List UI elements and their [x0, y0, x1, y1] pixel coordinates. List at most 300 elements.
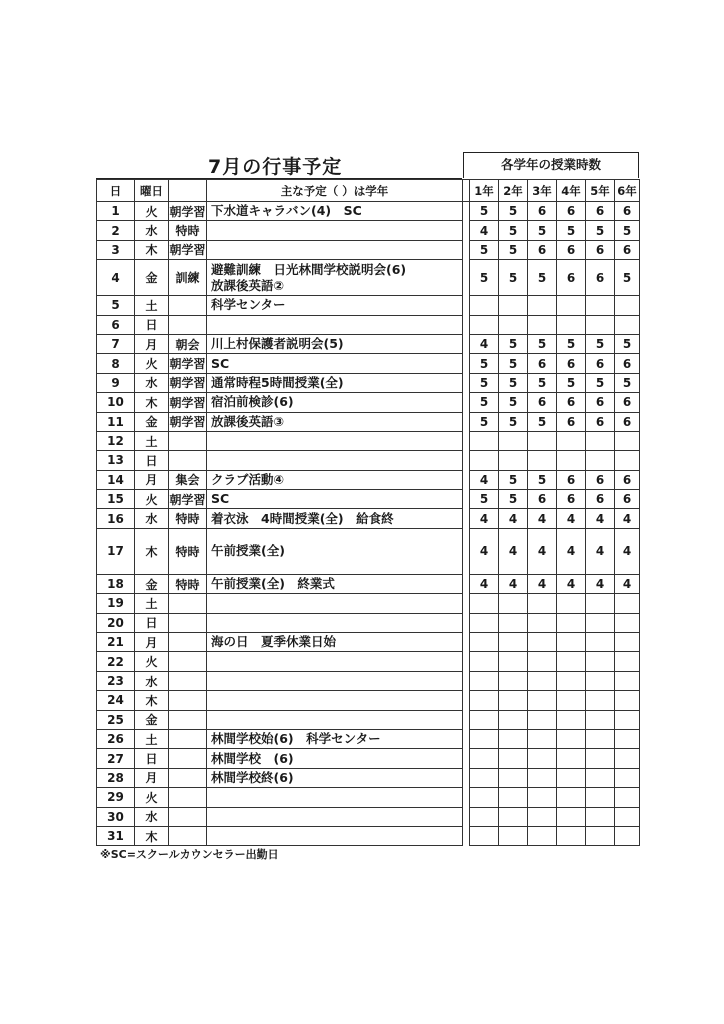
hours-grade-4: 6 [557, 354, 586, 373]
day-cell: 22 [97, 652, 135, 671]
hours-grade-5: 5 [586, 221, 615, 240]
event-text: 避難訓練 日光林間学校説明会(6) [211, 261, 407, 277]
event-text: 林間学校 (6) [211, 750, 294, 766]
hours-grade-5 [586, 671, 615, 690]
day-cell: 11 [97, 412, 135, 431]
table-row [97, 749, 640, 768]
hours-grade-6 [615, 788, 640, 807]
col-grade-3: 3年 [528, 180, 557, 202]
weekday-cell: 土 [135, 296, 169, 315]
hours-grade-2: 5 [499, 470, 528, 489]
weekday-cell: 月 [135, 633, 169, 652]
hours-grade-3 [528, 652, 557, 671]
hours-grade-1: 4 [470, 334, 499, 353]
hours-grade-5: 5 [586, 334, 615, 353]
hours-grade-1 [470, 431, 499, 450]
table-row [97, 788, 640, 807]
gap-cell [463, 202, 470, 221]
gap-cell [463, 393, 470, 412]
hours-grade-3: 5 [528, 221, 557, 240]
hours-grade-2: 5 [499, 240, 528, 259]
hours-grade-1: 4 [470, 221, 499, 240]
kind-cell: 集会 [169, 470, 207, 489]
day-cell: 28 [97, 768, 135, 787]
hours-grade-2 [499, 671, 528, 690]
hours-grade-3: 5 [528, 470, 557, 489]
hours-grade-6 [615, 594, 640, 613]
table-row [97, 490, 640, 509]
col-day: 日 [97, 180, 135, 202]
hours-grade-2: 5 [499, 490, 528, 509]
weekday-cell: 火 [135, 652, 169, 671]
gap-cell [463, 490, 470, 509]
day-cell: 25 [97, 710, 135, 729]
hours-grade-3 [528, 633, 557, 652]
event-text: 宿泊前検診(6) [211, 394, 294, 410]
weekday-cell: 日 [135, 451, 169, 470]
hours-grade-5: 4 [586, 528, 615, 574]
kind-cell [169, 710, 207, 729]
hours-grade-4 [557, 826, 586, 845]
weekday-cell: 火 [135, 202, 169, 221]
day-cell: 20 [97, 613, 135, 632]
day-cell: 5 [97, 296, 135, 315]
hours-grade-2 [499, 768, 528, 787]
hours-grade-1 [470, 691, 499, 710]
day-cell: 23 [97, 671, 135, 690]
events-cell [207, 412, 463, 431]
event-text: 放課後英語② [211, 277, 285, 293]
events-cell [207, 594, 463, 613]
hours-grade-5: 6 [586, 490, 615, 509]
kind-cell [169, 788, 207, 807]
hours-grade-2: 5 [499, 334, 528, 353]
events-cell [207, 528, 463, 574]
hours-grade-3 [528, 807, 557, 826]
event-text: SC [211, 491, 230, 507]
gap-cell [463, 431, 470, 450]
day-cell: 21 [97, 633, 135, 652]
weekday-cell: 日 [135, 749, 169, 768]
hours-grade-6 [615, 652, 640, 671]
weekday-cell: 木 [135, 393, 169, 412]
hours-grade-1: 4 [470, 528, 499, 574]
hours-grade-4: 6 [557, 412, 586, 431]
hours-grade-4 [557, 691, 586, 710]
hours-grade-5: 6 [586, 260, 615, 296]
kind-cell: 朝会 [169, 334, 207, 353]
hours-grade-3 [528, 749, 557, 768]
weekday-cell: 水 [135, 509, 169, 528]
table-row [97, 451, 640, 470]
event-text: SC [211, 355, 230, 371]
table-row [97, 509, 640, 528]
hours-grade-5: 6 [586, 470, 615, 489]
day-cell: 2 [97, 221, 135, 240]
hours-grade-5 [586, 613, 615, 632]
events-cell [207, 354, 463, 373]
weekday-cell: 水 [135, 373, 169, 392]
hours-grade-5: 6 [586, 393, 615, 412]
table-row [97, 393, 640, 412]
kind-cell [169, 451, 207, 470]
table-row [97, 431, 640, 450]
day-cell: 17 [97, 528, 135, 574]
hours-grade-5: 6 [586, 412, 615, 431]
hours-grade-1 [470, 613, 499, 632]
hours-grade-6 [615, 671, 640, 690]
table-row [97, 729, 640, 748]
hours-grade-5 [586, 652, 615, 671]
kind-cell [169, 729, 207, 748]
hours-grade-4 [557, 788, 586, 807]
gap-cell [463, 768, 470, 787]
hours-grade-6 [615, 315, 640, 334]
hours-grade-4 [557, 749, 586, 768]
hours-grade-4: 6 [557, 240, 586, 259]
day-cell: 6 [97, 315, 135, 334]
table-row [97, 315, 640, 334]
gap-cell [463, 594, 470, 613]
hours-grade-5 [586, 451, 615, 470]
hours-grade-1: 5 [470, 202, 499, 221]
hours-grade-5 [586, 431, 615, 450]
hours-grade-3 [528, 431, 557, 450]
gap-cell [463, 633, 470, 652]
hours-grade-3: 5 [528, 373, 557, 392]
event-text: 午前授業(全) [211, 543, 285, 559]
hours-grade-3 [528, 671, 557, 690]
hours-grade-4 [557, 451, 586, 470]
kind-cell [169, 296, 207, 315]
events-cell [207, 202, 463, 221]
event-text: 通常時程5時間授業(全) [211, 374, 344, 390]
kind-cell [169, 594, 207, 613]
hours-grade-6 [615, 807, 640, 826]
kind-cell [169, 652, 207, 671]
col-events: 主な予定（ ）は学年 [207, 180, 463, 202]
day-cell: 18 [97, 574, 135, 593]
day-cell: 16 [97, 509, 135, 528]
event-text: 放課後英語③ [211, 413, 285, 429]
hours-grade-5 [586, 315, 615, 334]
events-cell [207, 490, 463, 509]
hours-grade-2: 4 [499, 528, 528, 574]
hours-grade-5 [586, 729, 615, 748]
hours-grade-6 [615, 431, 640, 450]
weekday-cell: 木 [135, 240, 169, 259]
table-row [97, 710, 640, 729]
events-cell [207, 373, 463, 392]
gap-cell [463, 470, 470, 489]
gap-cell [463, 691, 470, 710]
hours-grade-3: 4 [528, 574, 557, 593]
hours-grade-3 [528, 296, 557, 315]
hours-grade-5: 5 [586, 373, 615, 392]
hours-grade-5 [586, 788, 615, 807]
weekday-cell: 木 [135, 528, 169, 574]
event-text: 川上村保護者説明会(5) [211, 336, 344, 352]
hours-grade-4 [557, 594, 586, 613]
hours-grade-1: 5 [470, 490, 499, 509]
hours-grade-6 [615, 729, 640, 748]
kind-cell [169, 807, 207, 826]
gap-cell [463, 240, 470, 259]
weekday-cell: 土 [135, 431, 169, 450]
events-cell [207, 393, 463, 412]
hours-grade-1 [470, 633, 499, 652]
hours-grade-2 [499, 807, 528, 826]
hours-grade-2: 5 [499, 373, 528, 392]
hours-grade-1: 5 [470, 354, 499, 373]
table-row [97, 826, 640, 845]
weekday-cell: 月 [135, 334, 169, 353]
events-cell [207, 334, 463, 353]
kind-cell: 朝学習 [169, 393, 207, 412]
hours-grade-1 [470, 768, 499, 787]
hours-grade-6: 4 [615, 509, 640, 528]
table-row [97, 202, 640, 221]
header-row [97, 180, 640, 202]
hours-grade-6 [615, 710, 640, 729]
col-kind [169, 180, 207, 202]
table-row [97, 613, 640, 632]
hours-grade-3: 4 [528, 528, 557, 574]
hours-grade-4: 4 [557, 509, 586, 528]
hours-grade-6: 6 [615, 354, 640, 373]
hours-grade-4 [557, 296, 586, 315]
day-cell: 14 [97, 470, 135, 489]
day-cell: 8 [97, 354, 135, 373]
day-cell: 24 [97, 691, 135, 710]
weekday-cell: 日 [135, 315, 169, 334]
gap-cell [463, 221, 470, 240]
hours-grade-3: 4 [528, 509, 557, 528]
events-cell [207, 788, 463, 807]
events-cell [207, 509, 463, 528]
hours-grade-3: 6 [528, 490, 557, 509]
events-cell [207, 221, 463, 240]
table-row [97, 807, 640, 826]
hours-grade-5: 4 [586, 509, 615, 528]
hours-grade-6: 6 [615, 202, 640, 221]
gap-cell [463, 528, 470, 574]
hours-grade-6 [615, 633, 640, 652]
day-cell: 31 [97, 826, 135, 845]
hours-grade-3: 5 [528, 412, 557, 431]
hours-grade-6: 5 [615, 373, 640, 392]
hours-grade-5 [586, 749, 615, 768]
events-cell [207, 613, 463, 632]
table-row [97, 373, 640, 392]
events-cell [207, 260, 463, 296]
event-text: 下水道キャラバン(4) SC [211, 203, 362, 219]
events-cell [207, 807, 463, 826]
table-row [97, 652, 640, 671]
event-text: 林間学校終(6) [211, 769, 294, 785]
day-cell: 30 [97, 807, 135, 826]
gap-cell [463, 354, 470, 373]
hours-grade-2: 5 [499, 412, 528, 431]
hours-grade-6 [615, 749, 640, 768]
hours-header: 各学年の授業時数 [463, 152, 639, 178]
hours-grade-4: 6 [557, 393, 586, 412]
hours-grade-2: 4 [499, 509, 528, 528]
hours-grade-3 [528, 594, 557, 613]
kind-cell [169, 768, 207, 787]
hours-grade-3 [528, 691, 557, 710]
events-cell [207, 729, 463, 748]
hours-grade-2 [499, 633, 528, 652]
hours-grade-1: 5 [470, 412, 499, 431]
hours-grade-2 [499, 315, 528, 334]
hours-grade-3: 5 [528, 260, 557, 296]
hours-grade-3: 6 [528, 393, 557, 412]
hours-grade-3 [528, 768, 557, 787]
hours-grade-6: 6 [615, 393, 640, 412]
hours-grade-1: 5 [470, 393, 499, 412]
hours-grade-6: 6 [615, 240, 640, 259]
events-cell [207, 315, 463, 334]
col-grade-4: 4年 [557, 180, 586, 202]
gap-cell [463, 788, 470, 807]
hours-grade-3: 6 [528, 354, 557, 373]
day-cell: 3 [97, 240, 135, 259]
day-cell: 13 [97, 451, 135, 470]
table-row [97, 671, 640, 690]
gap-cell [463, 574, 470, 593]
table-row [97, 412, 640, 431]
table-row [97, 296, 640, 315]
kind-cell [169, 749, 207, 768]
hours-grade-4 [557, 652, 586, 671]
weekday-cell: 金 [135, 574, 169, 593]
kind-cell [169, 826, 207, 845]
page-title: 7月の行事予定 [208, 156, 343, 178]
hours-grade-4 [557, 807, 586, 826]
kind-cell [169, 633, 207, 652]
table-row [97, 768, 640, 787]
hours-grade-3 [528, 710, 557, 729]
hours-grade-2 [499, 613, 528, 632]
hours-grade-6: 6 [615, 490, 640, 509]
table-row [97, 240, 640, 259]
hours-grade-1 [470, 710, 499, 729]
hours-grade-6: 6 [615, 412, 640, 431]
hours-grade-3 [528, 315, 557, 334]
hours-grade-4 [557, 431, 586, 450]
hours-grade-4: 5 [557, 221, 586, 240]
hours-grade-4: 6 [557, 260, 586, 296]
hours-grade-3: 5 [528, 334, 557, 353]
hours-grade-5 [586, 594, 615, 613]
hours-grade-3: 6 [528, 202, 557, 221]
hours-grade-2 [499, 652, 528, 671]
day-cell: 7 [97, 334, 135, 353]
table-row [97, 221, 640, 240]
hours-grade-5: 6 [586, 354, 615, 373]
hours-grade-1 [470, 729, 499, 748]
hours-grade-2 [499, 296, 528, 315]
hours-grade-2 [499, 729, 528, 748]
gap-cell [463, 826, 470, 845]
events-cell [207, 240, 463, 259]
day-cell: 19 [97, 594, 135, 613]
hours-grade-1 [470, 671, 499, 690]
gap-cell [463, 807, 470, 826]
kind-cell [169, 315, 207, 334]
hours-grade-1 [470, 749, 499, 768]
events-cell [207, 671, 463, 690]
hours-grade-6: 5 [615, 260, 640, 296]
col-weekday: 曜日 [135, 180, 169, 202]
hours-grade-4: 4 [557, 574, 586, 593]
event-text: 科学センター [211, 297, 286, 313]
hours-grade-1: 5 [470, 260, 499, 296]
kind-cell: 朝学習 [169, 373, 207, 392]
weekday-cell: 土 [135, 594, 169, 613]
weekday-cell: 火 [135, 788, 169, 807]
col-grade-1: 1年 [470, 180, 499, 202]
events-cell [207, 691, 463, 710]
hours-grade-6 [615, 613, 640, 632]
hours-grade-1 [470, 296, 499, 315]
hours-grade-3 [528, 729, 557, 748]
gap-cell [463, 373, 470, 392]
events-cell [207, 749, 463, 768]
kind-cell [169, 671, 207, 690]
table-row [97, 528, 640, 574]
kind-cell: 特時 [169, 574, 207, 593]
weekday-cell: 金 [135, 710, 169, 729]
hours-grade-5 [586, 826, 615, 845]
hours-grade-5 [586, 296, 615, 315]
hours-grade-1 [470, 826, 499, 845]
hours-grade-4: 5 [557, 373, 586, 392]
hours-grade-1: 5 [470, 373, 499, 392]
hours-grade-2: 5 [499, 354, 528, 373]
hours-grade-1 [470, 652, 499, 671]
gap-cell [463, 315, 470, 334]
hours-grade-1 [470, 315, 499, 334]
hours-grade-2: 5 [499, 221, 528, 240]
weekday-cell: 月 [135, 470, 169, 489]
table-row [97, 354, 640, 373]
hours-grade-2 [499, 826, 528, 845]
col-grade-5: 5年 [586, 180, 615, 202]
hours-grade-6: 4 [615, 528, 640, 574]
hours-grade-6: 6 [615, 470, 640, 489]
event-text: クラブ活動④ [211, 471, 285, 487]
kind-cell: 朝学習 [169, 412, 207, 431]
gap-cell [463, 613, 470, 632]
kind-cell: 特時 [169, 221, 207, 240]
day-cell: 1 [97, 202, 135, 221]
weekday-cell: 金 [135, 260, 169, 296]
table-row [97, 334, 640, 353]
hours-grade-4: 6 [557, 470, 586, 489]
hours-grade-4 [557, 633, 586, 652]
hours-grade-5: 6 [586, 202, 615, 221]
table-row [97, 594, 640, 613]
events-cell [207, 451, 463, 470]
kind-cell: 訓練 [169, 260, 207, 296]
hours-grade-1 [470, 594, 499, 613]
hours-grade-2 [499, 594, 528, 613]
hours-grade-4 [557, 710, 586, 729]
kind-cell: 特時 [169, 509, 207, 528]
hours-grade-3 [528, 788, 557, 807]
